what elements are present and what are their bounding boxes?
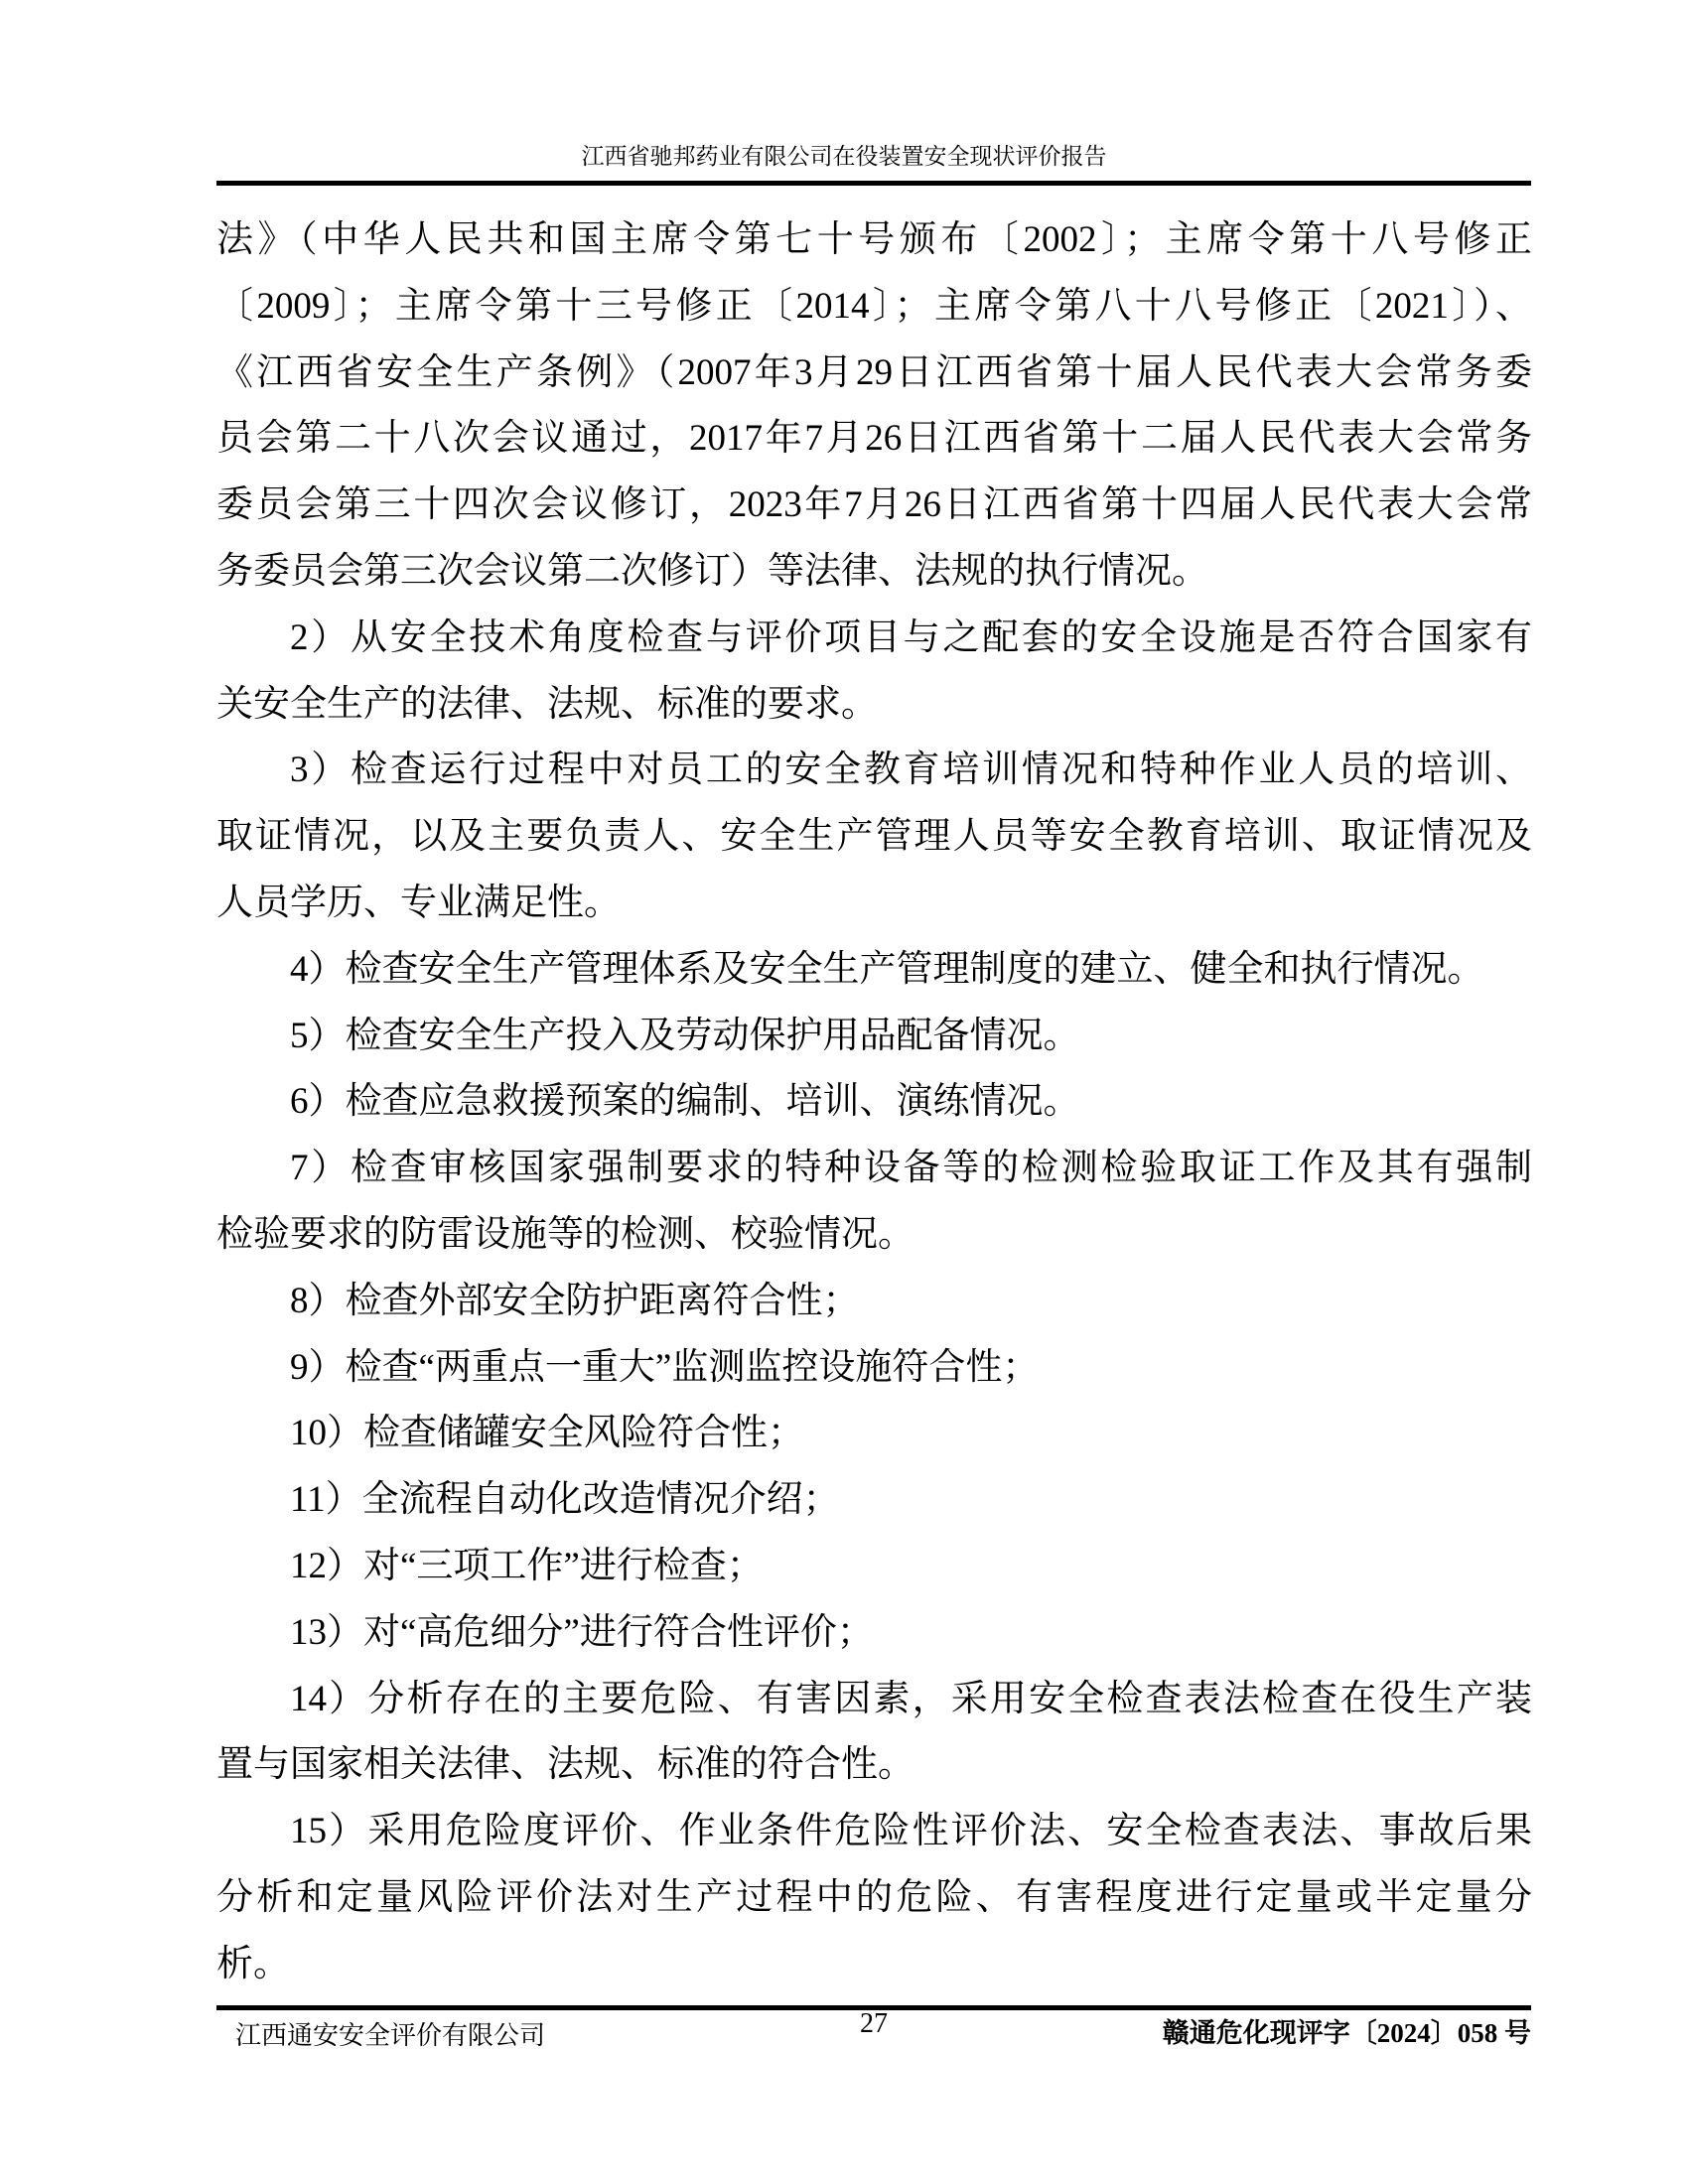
body-line: 2）从安全技术角度检查与评价项目与之配套的安全设施是否符合国家有: [290, 616, 1532, 658]
body-line: 析。: [216, 1943, 290, 1984]
body-line: 取证情况，以及主要负责人、安全生产管理人员等安全教育培训、取证情况及: [216, 816, 1532, 858]
body-line: 分析和定量风险评价法对生产过程中的危险、有害程度进行定量或半定量分: [216, 1876, 1532, 1918]
body-line: 检验要求的防雷设施等的检测、校验情况。: [216, 1213, 914, 1255]
body-line: 〔2009〕；主席令第十三号修正〔2014〕；主席令第八十八号修正〔2021〕）、: [216, 285, 1532, 327]
footer-doc-number: 赣通危化现评字〔2024〕058 号: [1162, 2018, 1531, 2048]
body-line: 《江西省安全生产条例》（2007年3月29日江西省第十届人民代表大会常务委: [216, 351, 1532, 393]
body-line: 置与国家相关法律、法规、标准的符合性。: [216, 1744, 914, 1786]
body-line: 13）对“高危细分”进行符合性评价；: [290, 1611, 874, 1653]
body-line: 11）全流程自动化改造情况介绍；: [290, 1479, 840, 1521]
body-line: 9）检查“两重点一重大”监测监控设施符合性；: [290, 1346, 1040, 1388]
body-line: 14）分析存在的主要危险、有害因素，采用安全检查表法检查在役生产装: [290, 1678, 1532, 1719]
body-line: 法》（中华人民共和国主席令第七十号颁布〔2002〕；主席令第十八号修正: [216, 219, 1532, 260]
footer-page-number: 27: [860, 2008, 888, 2039]
body-line: 8）检查外部安全防护距离符合性；: [290, 1280, 860, 1321]
body-line: 10）检查储罐安全风险符合性；: [290, 1413, 804, 1454]
body-line: 12）对“三项工作”进行检查；: [290, 1545, 764, 1586]
body-line: 6）检查应急救援预案的编制、培训、演练情况。: [290, 1081, 1080, 1123]
body-line: 委员会第三十四次会议修订，2023年7月26日江西省第十四届人民代表大会常: [216, 484, 1532, 526]
body-line: 4）检查安全生产管理体系及安全生产管理制度的建立、健全和执行情况。: [290, 948, 1484, 990]
page-header-title: 江西省驰邦药业有限公司在役装置安全现状评价报告: [581, 144, 1107, 169]
header-rule: [216, 181, 1531, 186]
body-line: 7）检查审核国家强制要求的特种设备等的检测检验取证工作及其有强制: [290, 1148, 1532, 1189]
body-text: [216, 207, 1532, 1998]
body-line: 员会第二十八次会议通过，2017年7月26日江西省第十二届人民代表大会常务: [216, 418, 1532, 460]
body-line: 人员学历、专业满足性。: [216, 882, 621, 923]
body-line: 3）检查运行过程中对员工的安全教育培训情况和特种作业人员的培训、: [290, 750, 1532, 791]
footer-company-name: 江西通安安全评价有限公司: [235, 2021, 546, 2050]
body-line: 务委员会第三次会议第二次修订）等法律、法规的执行情况。: [216, 550, 1208, 592]
body-line: 关安全生产的法律、法规、标准的要求。: [216, 683, 878, 725]
body-line: 5）检查安全生产投入及劳动保护用品配备情况。: [290, 1015, 1080, 1056]
body-line: 15）采用危险度评价、作业条件危险性评价法、安全检查表法、事故后果: [290, 1811, 1532, 1852]
